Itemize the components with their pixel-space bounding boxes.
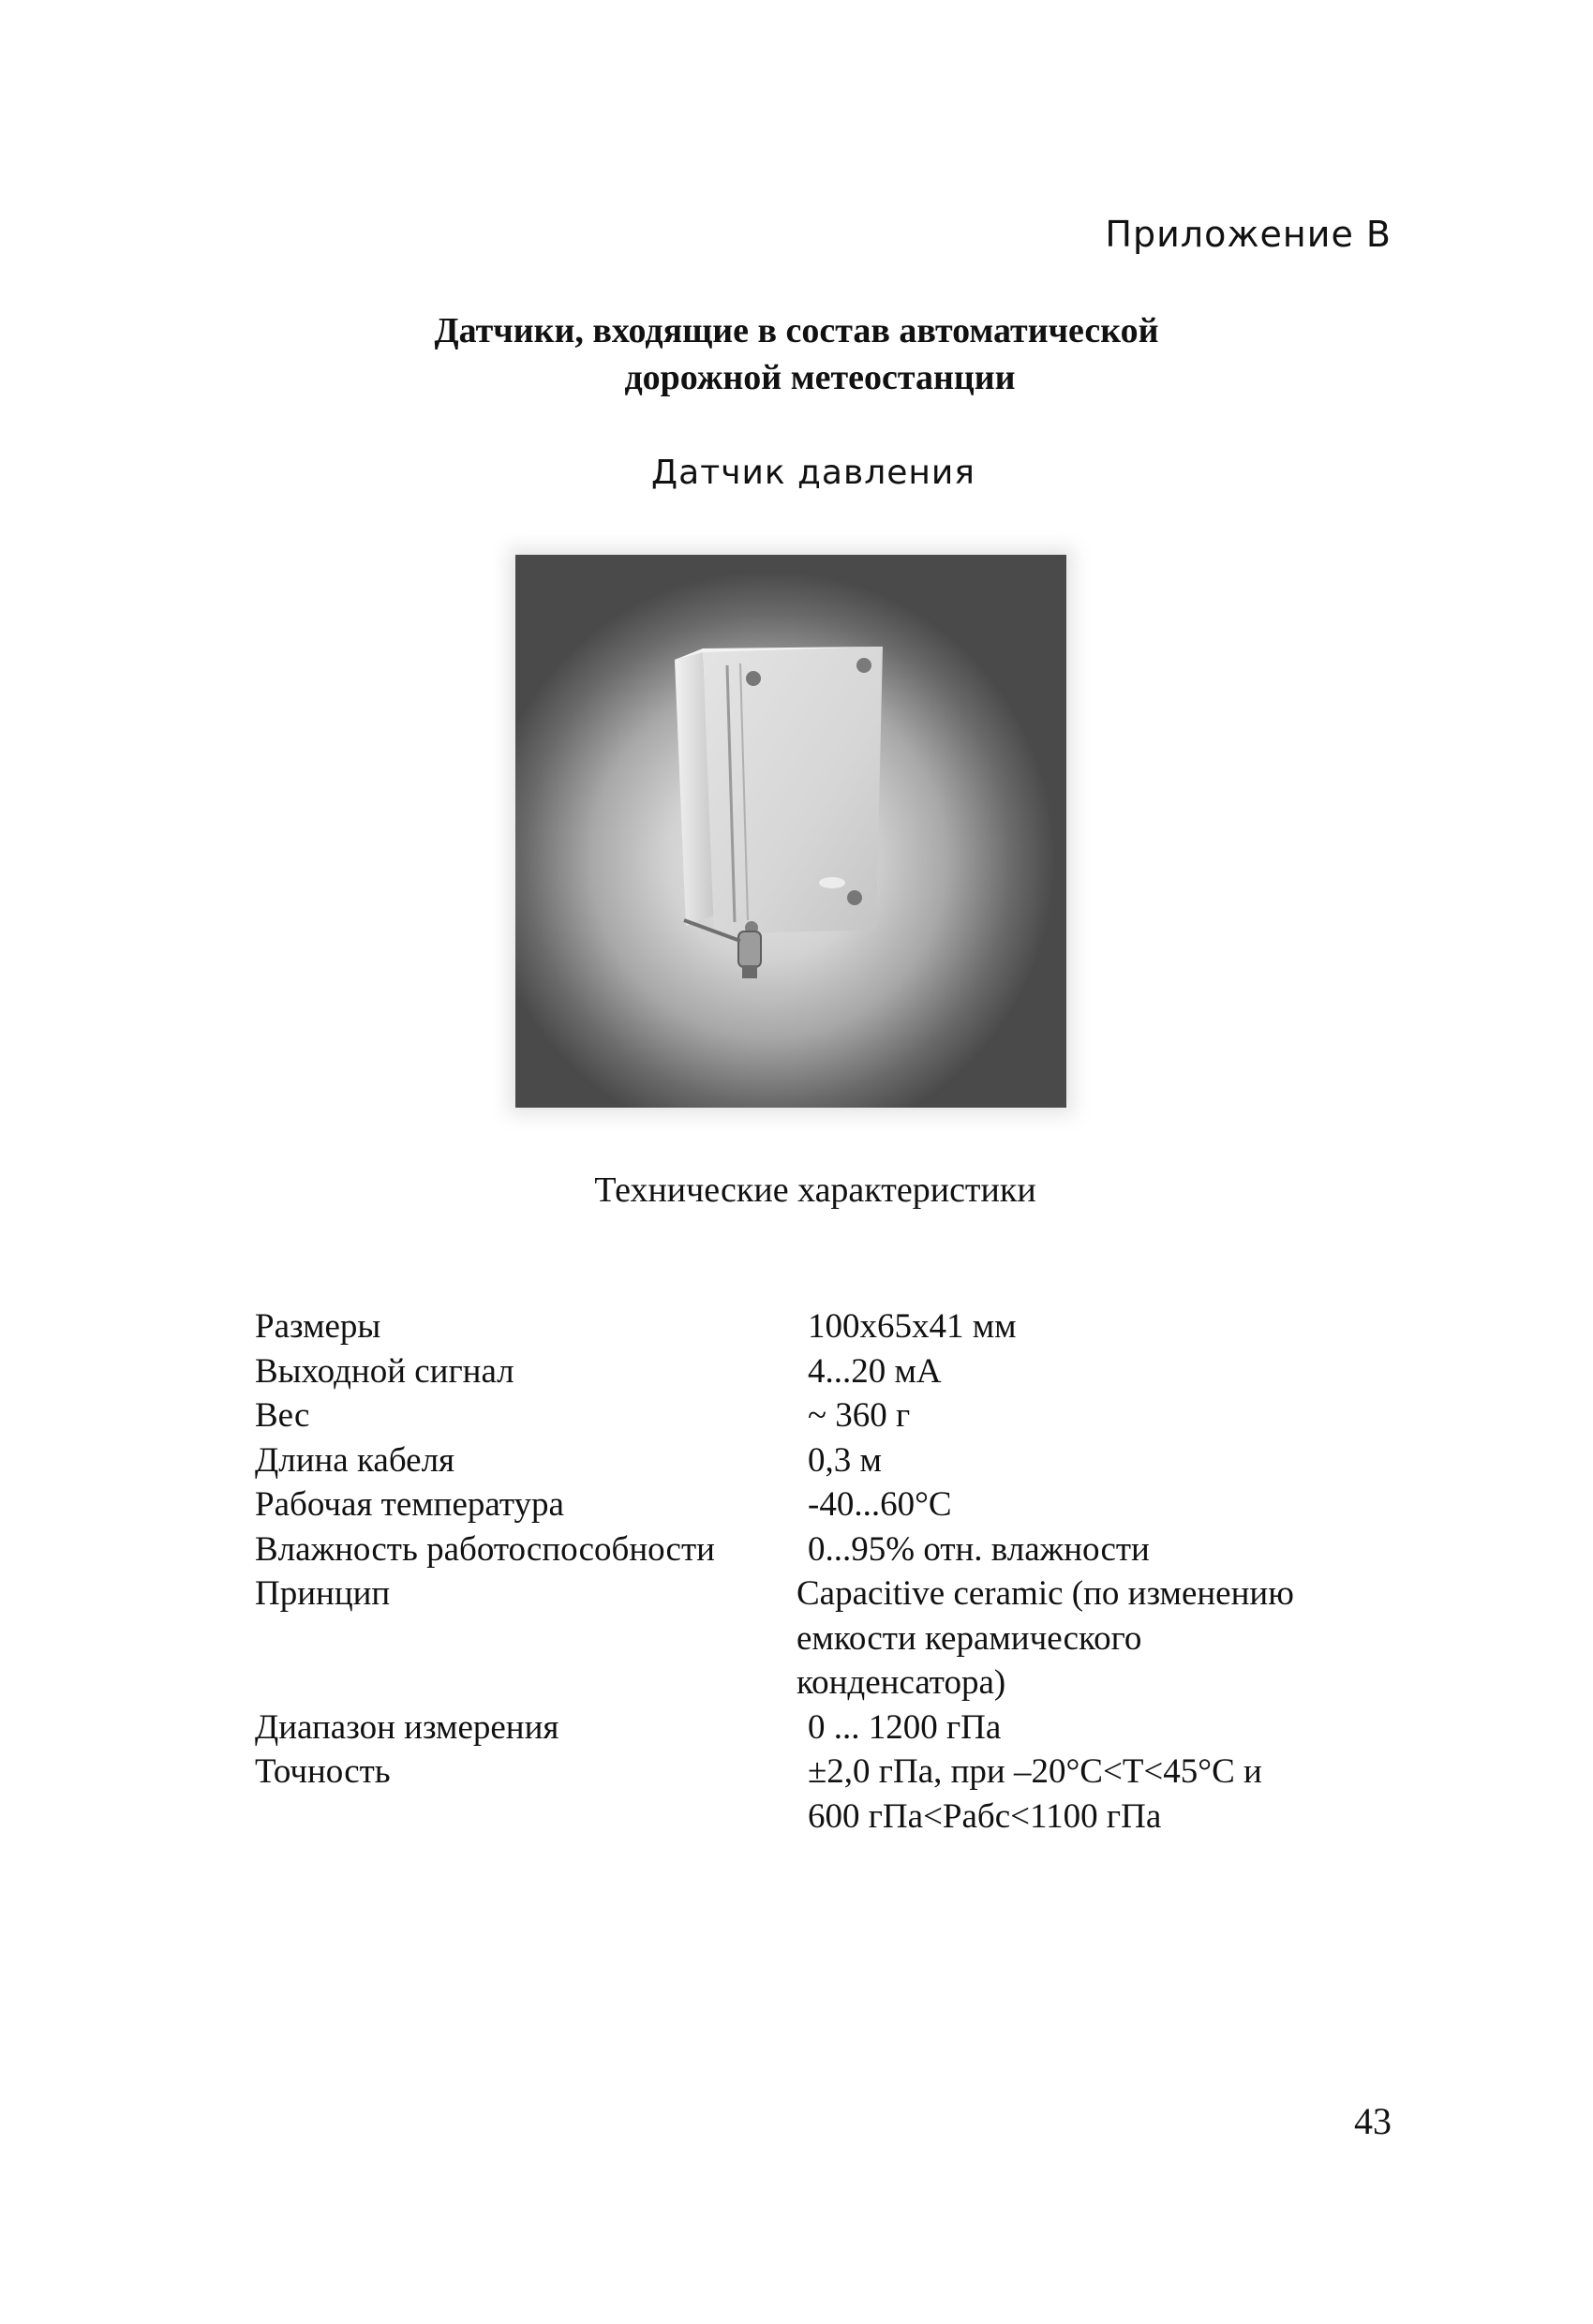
spec-name: Влажность работоспособности <box>255 1529 715 1569</box>
spec-value <box>796 1750 1398 1839</box>
spec-value-line: 4...20 мА <box>808 1351 942 1391</box>
spec-value-line: Capacitive ceramic (по изменению <box>796 1574 1294 1613</box>
pressure-sensor-device-image <box>515 555 1066 1108</box>
spec-value-line: 0...95% отн. влажности <box>808 1529 1150 1569</box>
spec-value-line: емкости керамического <box>796 1618 1142 1658</box>
spec-value <box>796 1304 1398 1349</box>
document-title-line-1: Датчики, входящие в состав автоматической <box>434 311 1159 350</box>
spec-value <box>796 1438 1398 1483</box>
page-number: 43 <box>1354 2100 1392 2142</box>
spec-value-line: конденсатора) <box>796 1663 1006 1702</box>
spec-value-line: -40...60°C <box>808 1485 952 1524</box>
spec-row-accuracy <box>255 1750 1398 1839</box>
spec-name: Длина кабеля <box>255 1440 455 1480</box>
spec-name: Вес <box>255 1396 310 1435</box>
spec-name: Выходной сигнал <box>255 1351 514 1391</box>
spec-value <box>796 1572 1398 1706</box>
spec-value <box>796 1706 1398 1750</box>
specs-table <box>255 1304 1398 1839</box>
spec-value-line: 0,3 м <box>808 1440 882 1480</box>
spec-row-cable-length <box>255 1438 1398 1483</box>
spec-name: Точность <box>255 1752 391 1791</box>
document-title <box>0 307 1593 401</box>
pressure-sensor-photo <box>515 555 1066 1108</box>
spec-name: Диапазон измерения <box>255 1707 559 1747</box>
appendix-label: Приложение В <box>1105 214 1392 255</box>
spec-row-principle <box>255 1572 1398 1706</box>
document-title-line-2: дорожной метеостанции <box>624 358 1016 397</box>
spec-row-operating-temperature <box>255 1482 1398 1527</box>
spec-name: Размеры <box>255 1307 381 1346</box>
spec-row-operating-humidity <box>255 1527 1398 1572</box>
spec-value-line: 0 ... 1200 гПа <box>808 1707 1002 1747</box>
spec-value <box>796 1393 1398 1438</box>
spec-value <box>796 1349 1398 1394</box>
spec-row-output-signal <box>255 1349 1398 1394</box>
spec-name: Принцип <box>255 1574 391 1613</box>
spec-row-size <box>255 1304 1398 1349</box>
sensor-name: Датчик давления <box>651 454 975 492</box>
spec-row-weight <box>255 1393 1398 1438</box>
spec-value-line: ±2,0 гПа, при –20°C<T<45°C и <box>808 1752 1262 1791</box>
spec-name: Рабочая температура <box>255 1485 564 1524</box>
spec-value <box>796 1482 1398 1527</box>
spec-row-measurement-range <box>255 1706 1398 1750</box>
spec-value-line: ~ 360 г <box>808 1396 911 1435</box>
spec-value-line: 600 гПа<Рабс<1100 гПа <box>808 1796 1162 1836</box>
specs-heading: Технические характеристики <box>594 1170 1036 1210</box>
spec-value <box>796 1527 1398 1572</box>
spec-value-line: 100x65x41 мм <box>808 1307 1017 1346</box>
